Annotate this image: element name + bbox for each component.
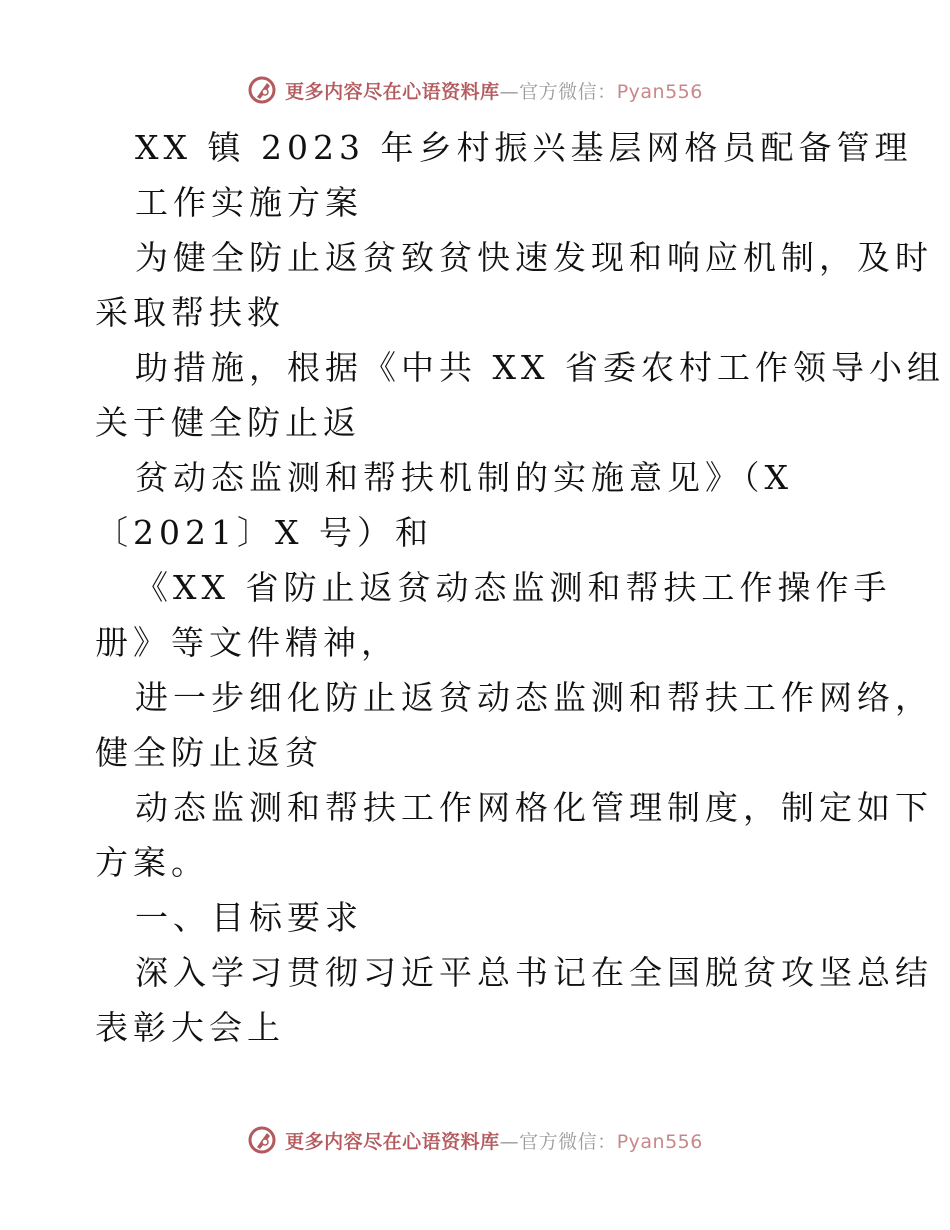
doc-line: 贫动态监测和帮扶机制的实施意见》（X	[135, 458, 793, 497]
footer-watermark	[0, 1120, 950, 1160]
doc-line: 采取帮扶救	[95, 293, 285, 332]
pen-logo-icon	[247, 75, 277, 105]
watermark-dash: —	[499, 1130, 520, 1153]
doc-line: 册》等文件精神，	[95, 623, 399, 662]
watermark-text	[285, 1127, 703, 1154]
doc-line: 方案。	[95, 843, 209, 882]
watermark-official-label: 官方微信：	[519, 1130, 617, 1153]
watermark-brand: 更多内容尽在心语资料库	[285, 1130, 500, 1153]
section-heading: 一、目标要求	[135, 898, 363, 937]
doc-line: XX 镇 2023 年乡村振兴基层网格员配备管理	[135, 128, 913, 167]
doc-line: 〔2021〕X 号）和	[95, 513, 433, 552]
doc-line: 动态监测和帮扶工作网格化管理制度，制定如下	[135, 788, 933, 827]
doc-line: 进一步细化防止返贫动态监测和帮扶工作网络，	[135, 678, 933, 717]
watermark-brand: 更多内容尽在心语资料库	[285, 80, 500, 103]
doc-line: 为健全防止返贫致贫快速发现和响应机制，及时	[135, 238, 933, 277]
doc-line: 工作实施方案	[135, 183, 363, 222]
watermark-text	[285, 77, 703, 104]
doc-line: 健全防止返贫	[95, 733, 323, 772]
watermark-official-label: 官方微信：	[519, 80, 617, 103]
doc-line: 深入学习贯彻习近平总书记在全国脱贫攻坚总结	[135, 953, 933, 992]
watermark-wechat-id: Pyan556	[616, 1130, 703, 1153]
document-body	[95, 120, 945, 1055]
watermark-dash: —	[499, 80, 520, 103]
header-watermark	[0, 70, 950, 110]
doc-line: 助措施，根据《中共 XX 省委农村工作领导小组	[135, 348, 945, 387]
watermark-wechat-id: Pyan556	[616, 80, 703, 103]
doc-line: 《XX 省防止返贫动态监测和帮扶工作操作手	[135, 568, 892, 607]
doc-line: 表彰大会上	[95, 1008, 285, 1047]
pen-logo-icon	[247, 1125, 277, 1155]
doc-line: 关于健全防止返	[95, 403, 361, 442]
